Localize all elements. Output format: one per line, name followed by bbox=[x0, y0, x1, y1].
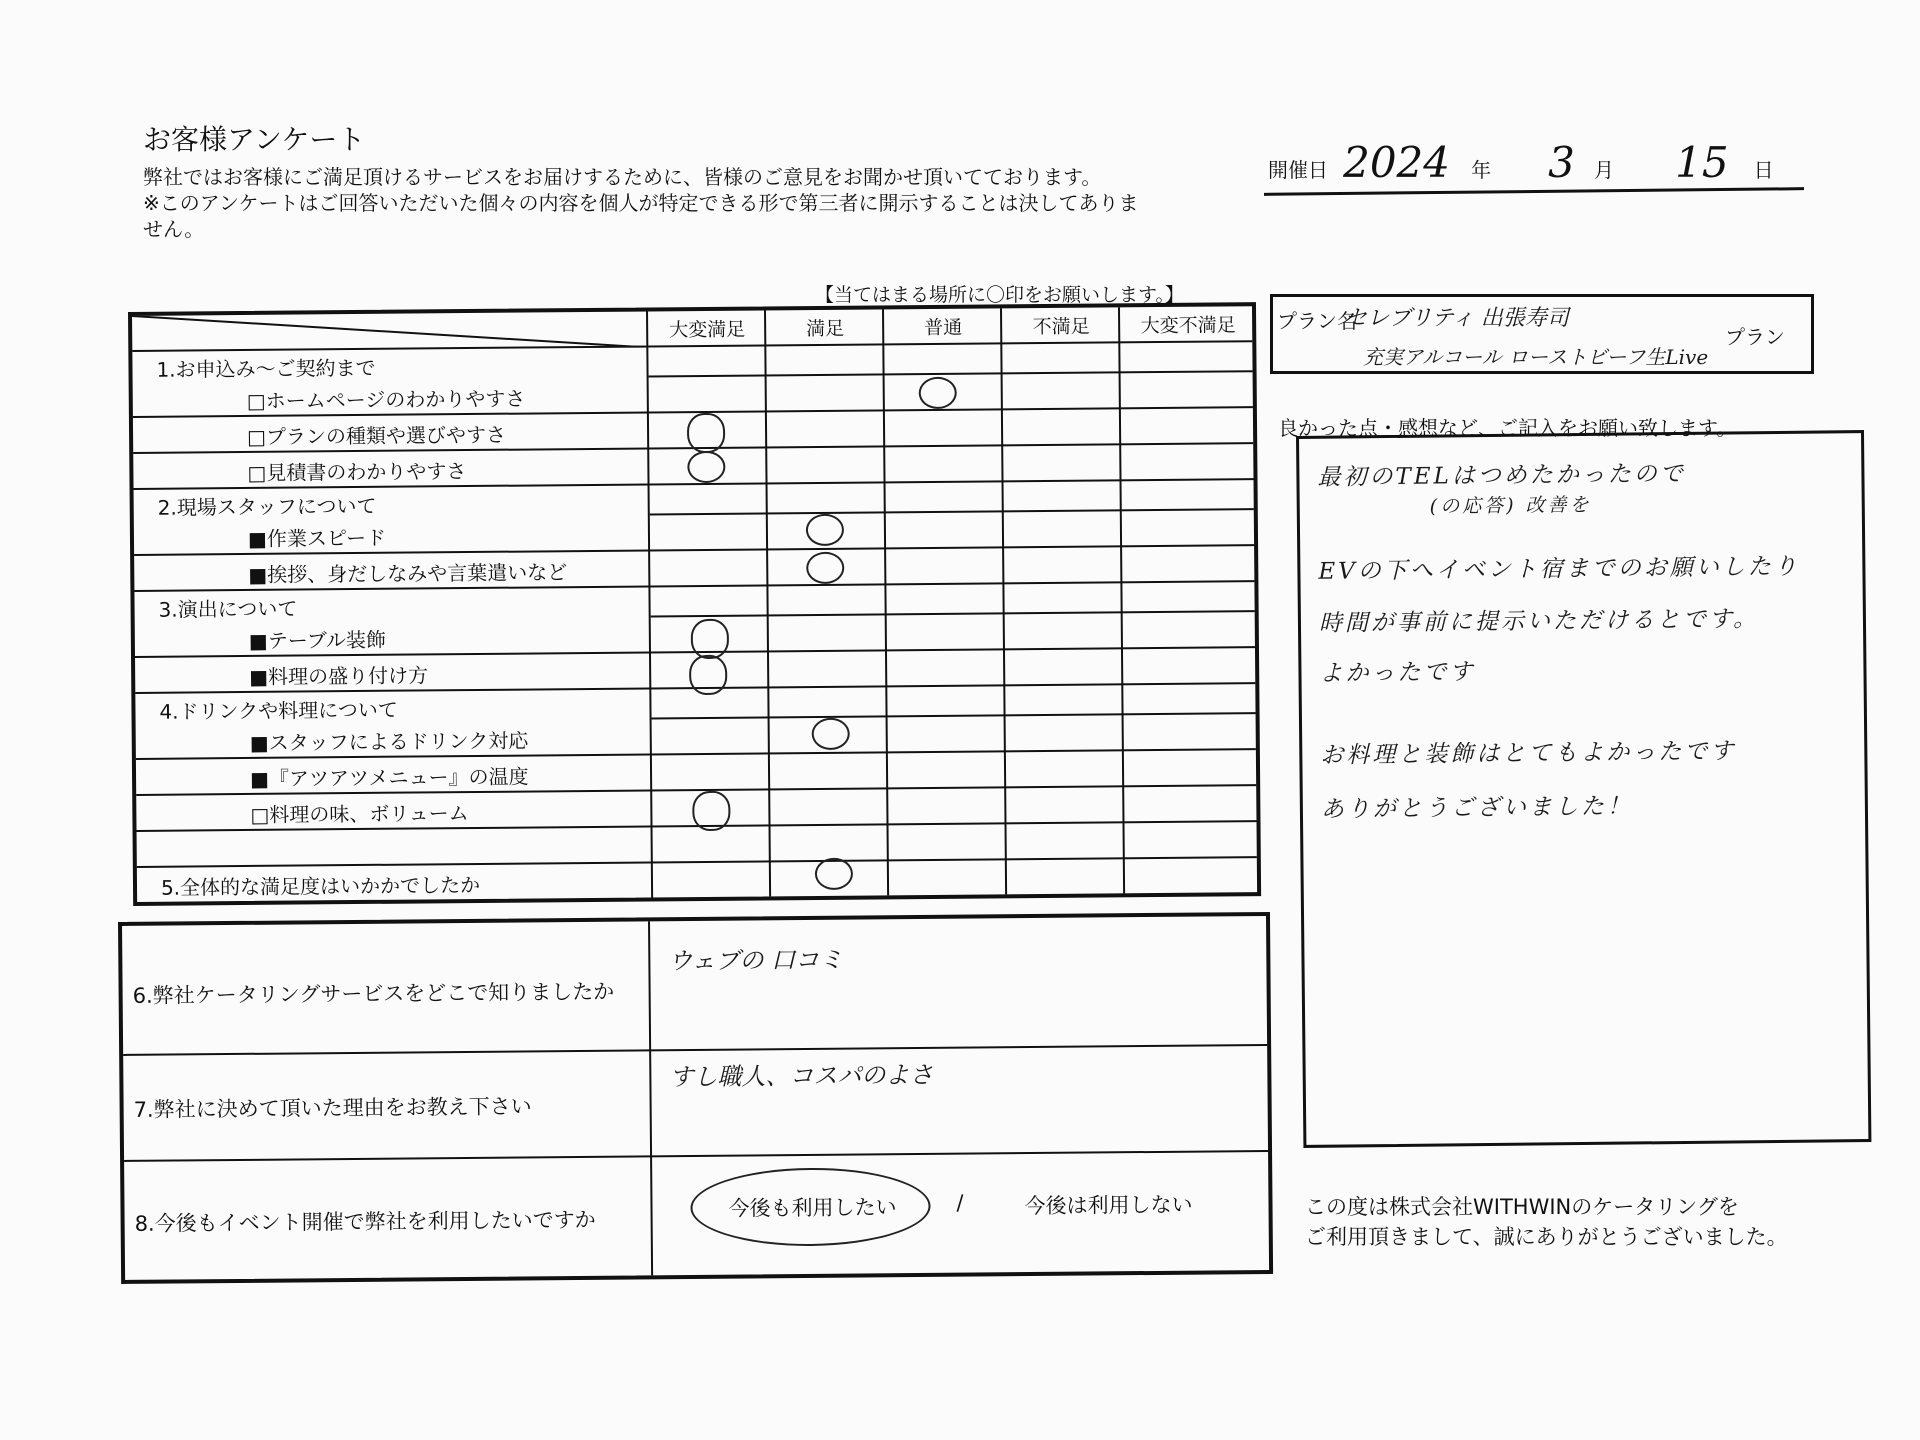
col-header-very-dissatisfied: 大変不満足 bbox=[1140, 314, 1236, 338]
plan-label: プラン名 bbox=[1277, 309, 1357, 333]
comment-line: よかったです bbox=[1319, 659, 1476, 687]
q8-option-yes: 今後も利用したい bbox=[728, 1195, 897, 1221]
date-day-unit: 日 bbox=[1753, 158, 1774, 182]
date-day: 15 bbox=[1675, 138, 1729, 187]
rating-item-label: □料理の味、ボリューム bbox=[250, 801, 469, 827]
plan-name-line1: セレブリティ 出張寿司 bbox=[1345, 306, 1569, 331]
col-header-dissatisfied: 不満足 bbox=[1032, 315, 1090, 339]
date-year-unit: 年 bbox=[1471, 158, 1492, 182]
rating-mark-circle bbox=[687, 451, 725, 483]
rating-instruction: 【当てはまる場所に〇印をお願いします。】 bbox=[815, 284, 1184, 306]
col-divider bbox=[882, 309, 889, 895]
row-divider bbox=[124, 1150, 1268, 1162]
rating-mark-circle bbox=[692, 791, 730, 831]
date-underline bbox=[1264, 187, 1804, 196]
section-title: 5.全体的な満足度はいかかでしたか bbox=[160, 872, 481, 900]
rating-mark-circle bbox=[812, 718, 850, 750]
rating-mark-circle bbox=[691, 619, 729, 659]
plan-box bbox=[1270, 294, 1814, 374]
col-divider bbox=[1118, 307, 1125, 893]
comment-line: (の応答) 改善を bbox=[1429, 493, 1592, 518]
section-title: 2.現場スタッフについて bbox=[157, 493, 377, 520]
plan-suffix: プラン bbox=[1725, 325, 1785, 349]
date-month: 3 bbox=[1548, 138, 1575, 187]
date-month-unit: 月 bbox=[1594, 158, 1614, 182]
comments-prompt: 良かった点・感想など、ご記入をお願い致します。 bbox=[1278, 416, 1737, 440]
rating-mark-circle bbox=[919, 377, 957, 409]
q8-label: 8.今後もイベント開催で弊社を利用したいですか bbox=[134, 1207, 596, 1236]
intro-line-3: せん。 bbox=[143, 217, 205, 241]
section-title: 3.演出について bbox=[158, 596, 298, 622]
intro-line-1: 弊社ではお客様にご満足頂けるサービスをお届けするために、皆様のご意見をお聞かせ頂いてております。 bbox=[143, 165, 1102, 189]
rating-mark-circle bbox=[687, 413, 725, 453]
comment-line: EVの下へイベント宿までのお願いしたり bbox=[1318, 553, 1800, 585]
row-divider bbox=[651, 610, 1255, 617]
survey-title: お客様アンケート bbox=[143, 123, 366, 156]
rating-mark-circle bbox=[689, 655, 727, 695]
row-divider bbox=[123, 1044, 1267, 1056]
rating-mark-circle bbox=[815, 858, 853, 890]
rating-item-label: ■『アツアツメニュー』の温度 bbox=[249, 764, 529, 791]
comments-box bbox=[1296, 430, 1871, 1148]
col-divider bbox=[648, 921, 653, 1275]
row-divider bbox=[137, 856, 1257, 868]
thank-you-message bbox=[1305, 1192, 1788, 1252]
thanks-line-2: ご利用頂きまして、誠にありがとうございました。 bbox=[1305, 1225, 1788, 1249]
col-divider bbox=[646, 311, 653, 897]
rating-item-label: ■テーブル装飾 bbox=[248, 627, 387, 653]
rating-mark-circle bbox=[806, 514, 844, 546]
rating-item-label: □ホームページのわかりやすさ bbox=[246, 386, 526, 413]
plan-name-line2: 充実アルコール ローストビーフ生Live bbox=[1363, 345, 1709, 369]
rating-item-label: ■作業スピード bbox=[247, 525, 387, 551]
rating-item-label: □プランの種類や選びやすさ bbox=[246, 422, 507, 449]
comment-line: お料理と装飾はとてもよかったです bbox=[1320, 738, 1737, 769]
questions-table bbox=[118, 912, 1273, 1284]
q7-answer: すし職人、コスパのよさ bbox=[669, 1060, 934, 1092]
q8-option-no: 今後は利用しない bbox=[1024, 1192, 1193, 1219]
row-divider bbox=[652, 712, 1256, 719]
q6-label: 6.弊社ケータリングサービスをどこで知りましたか bbox=[132, 979, 615, 1008]
comment-line: 時間が事前に提示いただけるとです。 bbox=[1318, 606, 1760, 637]
comment-line: ありがとうございました！ bbox=[1320, 793, 1634, 823]
col-divider bbox=[1000, 308, 1007, 894]
section-title: 1.お申込み～ご契約まで bbox=[156, 355, 376, 382]
date-year: 2024 bbox=[1343, 138, 1450, 187]
col-header-neutral: 普通 bbox=[924, 316, 963, 340]
rating-item-label: ■挨拶、身だしなみや言葉遣いなど bbox=[248, 560, 568, 587]
rating-table bbox=[128, 302, 1261, 906]
date-label: 開催日 bbox=[1268, 158, 1328, 182]
comment-line: 最初のTELはつめたかったので bbox=[1317, 460, 1686, 491]
col-divider bbox=[764, 310, 771, 896]
intro-line-2: ※このアンケートはご回答いただいた個々の内容を個人が特定できる形で第三者に開示することは決してありま bbox=[143, 191, 1139, 215]
rating-mark-circle bbox=[806, 552, 844, 584]
col-header-satisfied: 満足 bbox=[806, 317, 845, 341]
q8-separator: / bbox=[956, 1190, 964, 1215]
rating-item-label: ■料理の盛り付け方 bbox=[249, 663, 429, 689]
row-divider bbox=[649, 370, 1253, 377]
rating-item-label: ■スタッフによるドリンク対応 bbox=[249, 728, 529, 755]
q6-answer: ウェブの 口コミ bbox=[668, 945, 844, 976]
row-divider bbox=[650, 508, 1254, 515]
q7-label: 7.弊社に決めて頂いた理由をお教え下さい bbox=[133, 1094, 532, 1122]
event-date bbox=[1268, 138, 1774, 187]
rating-item-label: □見積書のわかりやすさ bbox=[247, 459, 467, 485]
thanks-line-1: この度は株式会社WITHWINのケータリングを bbox=[1305, 1195, 1739, 1219]
section-title: 4.ドリンクや料理について bbox=[159, 697, 398, 724]
intro-text bbox=[143, 164, 1223, 242]
col-header-very-satisfied: 大変満足 bbox=[669, 318, 746, 342]
